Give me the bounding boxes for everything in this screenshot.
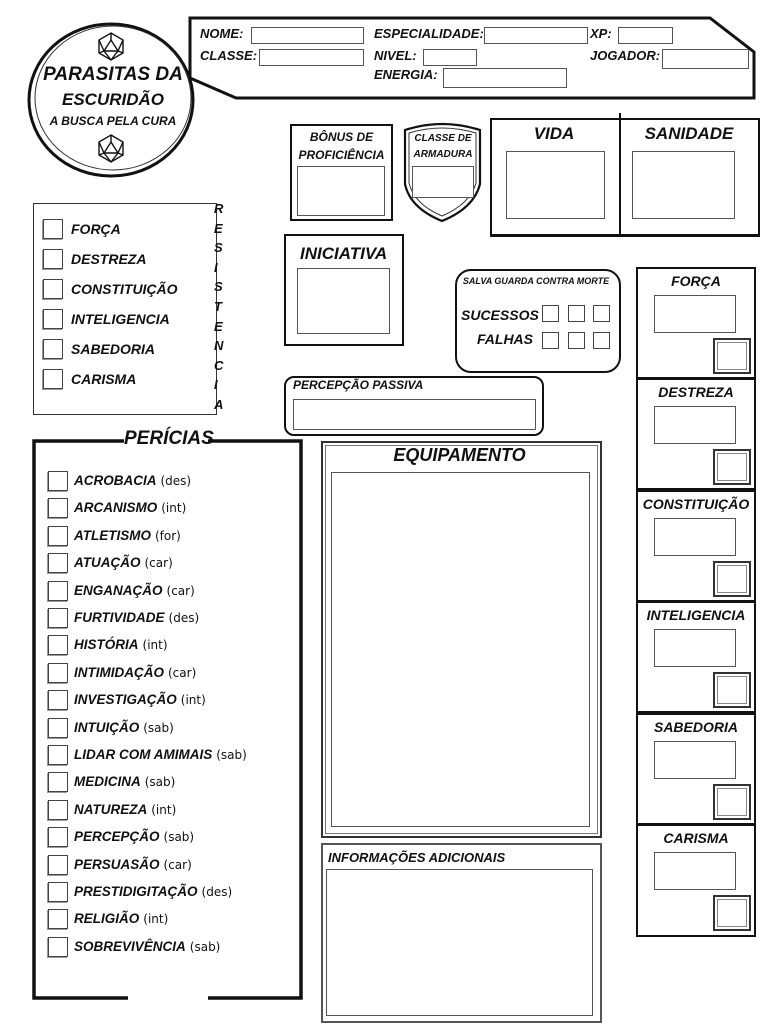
pericia-check[interactable] xyxy=(48,471,68,491)
armor-class-label-1: CLASSE DE xyxy=(414,133,472,144)
pericia-item xyxy=(74,583,195,598)
resistencia-letter: E xyxy=(214,318,223,334)
death-success-check-2[interactable] xyxy=(568,305,585,322)
death-success-check-3[interactable] xyxy=(593,305,610,322)
pericia-attribute: (for) xyxy=(155,528,181,543)
atributo-card xyxy=(636,378,756,490)
pericia-name: PERSUASÃO xyxy=(74,856,160,872)
pericia-check[interactable] xyxy=(48,937,68,957)
pericia-item xyxy=(74,857,192,872)
atributo-card xyxy=(636,267,756,379)
vida-sanidade-divider xyxy=(619,113,621,237)
nivel-field[interactable] xyxy=(423,49,477,66)
pericia-item xyxy=(74,774,175,789)
pericia-name: PRESTIDIGITAÇÃO xyxy=(74,884,198,899)
pericia-check[interactable] xyxy=(48,635,68,655)
death-saves-successes-label: SUCESSOS xyxy=(461,307,539,323)
pericia-check[interactable] xyxy=(48,827,68,847)
pericia-attribute: (des) xyxy=(168,611,200,625)
pericia-attribute: (sab) xyxy=(144,775,176,790)
proficiency-bonus-field[interactable] xyxy=(297,166,385,216)
atributo-card xyxy=(636,824,756,937)
resistencia-item-label: CARISMA xyxy=(71,371,137,387)
pericia-item xyxy=(74,500,186,515)
pericia-item xyxy=(74,911,168,926)
pericia-name: PERCEPÇÃO xyxy=(74,829,160,845)
vida-field[interactable] xyxy=(506,151,605,219)
sanidade-field[interactable] xyxy=(632,151,735,219)
pericia-name: INTUIÇÃO xyxy=(74,719,140,735)
atributo-modifier-field[interactable] xyxy=(713,449,751,485)
pericia-name: HISTÓRIA xyxy=(74,637,139,653)
resistencia-check[interactable] xyxy=(43,309,63,329)
equipamento-field[interactable] xyxy=(331,472,590,827)
atributo-card xyxy=(636,713,756,825)
pericia-attribute: (int) xyxy=(142,638,168,653)
pericia-attribute: (sab) xyxy=(143,720,174,735)
xp-label: XP: xyxy=(590,26,612,41)
pericia-item xyxy=(74,637,168,652)
iniciativa-box xyxy=(284,234,404,346)
info-adicionais-title: INFORMAÇÕES ADICIONAIS xyxy=(328,850,506,865)
pericia-check[interactable] xyxy=(48,581,68,601)
pericia-item xyxy=(74,473,191,488)
resistencia-check[interactable] xyxy=(43,339,63,359)
pericia-check[interactable] xyxy=(48,690,68,710)
pericia-item xyxy=(74,802,176,817)
atributo-label: FORÇA xyxy=(671,273,721,289)
resistencia-letter: S xyxy=(214,240,223,256)
pericia-item xyxy=(74,555,173,570)
energia-label: ENERGIA: xyxy=(374,67,438,82)
resistencia-letter: S xyxy=(214,279,223,295)
pericia-name: ATUAÇÃO xyxy=(74,555,141,571)
pericia-name: INVESTIGAÇÃO xyxy=(74,692,177,708)
pericia-check[interactable] xyxy=(48,663,68,683)
pericia-name: INTIMIDAÇÃO xyxy=(74,664,164,680)
classe-field[interactable] xyxy=(259,49,364,66)
resistencia-check[interactable] xyxy=(43,279,63,299)
pericia-name: LIDAR COM AMIMAIS xyxy=(74,747,213,762)
pericia-check[interactable] xyxy=(48,909,68,929)
proficiency-label-2: PROFICIÊNCIA xyxy=(298,148,385,162)
resistencia-item-label: CONSTITUIÇÃO xyxy=(71,281,178,297)
info-adicionais-field[interactable] xyxy=(326,869,593,1016)
pericia-check[interactable] xyxy=(48,498,68,518)
pericia-check[interactable] xyxy=(48,608,68,628)
resistencia-check[interactable] xyxy=(43,219,63,239)
pericia-check[interactable] xyxy=(48,800,68,820)
pericia-check[interactable] xyxy=(48,745,68,765)
atributo-modifier-field[interactable] xyxy=(713,672,751,708)
pericia-name: NATUREZA xyxy=(74,801,148,817)
pericia-attribute: (sab) xyxy=(163,830,195,845)
resistencia-letter: C xyxy=(214,357,224,373)
equipamento-title: EQUIPAMENTO xyxy=(393,445,526,465)
pericia-attribute: (int) xyxy=(180,693,206,708)
jogador-label: JOGADOR: xyxy=(590,48,661,63)
iniciativa-label: INICIATIVA xyxy=(300,244,388,263)
nome-label: NOME: xyxy=(200,26,244,41)
resistencia-letter: N xyxy=(214,338,224,354)
death-saves-title: SALVA GUARDA CONTRA MORTE xyxy=(462,276,610,286)
atributo-modifier-field[interactable] xyxy=(713,895,751,931)
pericia-attribute: (sab) xyxy=(216,748,247,762)
pericia-item xyxy=(74,829,194,844)
pericia-name: ATLETISMO xyxy=(74,527,151,543)
sanidade-label: SANIDADE xyxy=(644,124,734,143)
pericia-name: ACROBACIA xyxy=(74,473,157,488)
classe-label: CLASSE: xyxy=(200,48,258,63)
atributo-value-field[interactable] xyxy=(654,629,736,667)
pericia-name: SOBREVIVÊNCIA xyxy=(74,938,186,954)
atributo-value-field[interactable] xyxy=(654,852,736,890)
pericia-attribute: (des) xyxy=(201,885,233,899)
pericia-item xyxy=(74,692,206,707)
pericia-check[interactable] xyxy=(48,772,68,792)
pericia-attribute: (sab) xyxy=(189,939,221,954)
resistencia-item-label: FORÇA xyxy=(71,221,121,237)
atributo-value-field[interactable] xyxy=(654,295,736,333)
resistencia-letter: T xyxy=(214,299,222,314)
resistencia-letter: R xyxy=(214,201,224,216)
resistencia-item-label: INTELIGENCIA xyxy=(71,311,170,327)
pericia-name: ENGANAÇÃO xyxy=(74,582,163,598)
proficiency-bonus-box xyxy=(290,124,393,221)
logo-line2: ESCURIDÃO xyxy=(61,90,164,109)
pericia-check[interactable] xyxy=(48,526,68,546)
death-success-check-1[interactable] xyxy=(542,305,559,322)
atributo-modifier-field[interactable] xyxy=(713,338,751,374)
pericia-attribute: (car) xyxy=(166,583,195,598)
iniciativa-field[interactable] xyxy=(297,268,390,334)
pericia-check[interactable] xyxy=(48,855,68,875)
resistencia-letter: E xyxy=(214,220,223,236)
pericia-attribute: (car) xyxy=(168,665,197,680)
pericia-attribute: (car) xyxy=(163,857,192,872)
energia-field[interactable] xyxy=(443,68,567,88)
pericia-attribute: (int) xyxy=(161,501,187,516)
resistencia-check[interactable] xyxy=(43,249,63,269)
atributo-label: DESTREZA xyxy=(658,384,734,401)
pericia-attribute: (int) xyxy=(143,912,169,927)
atributo-label: CARISMA xyxy=(663,830,729,846)
pericia-check[interactable] xyxy=(48,553,68,573)
death-failure-check-3[interactable] xyxy=(593,332,610,349)
jogador-field[interactable] xyxy=(662,49,749,69)
resistencia-letter: I xyxy=(214,259,218,275)
pericia-item xyxy=(74,939,220,954)
xp-field[interactable] xyxy=(618,27,673,44)
death-saves-failures-label: FALHAS xyxy=(477,331,533,347)
pericia-item xyxy=(74,665,196,680)
logo-line1: PARASITAS DA xyxy=(43,64,183,85)
pericia-name: MEDICINA xyxy=(74,774,141,790)
logo xyxy=(24,18,202,178)
atributo-value-field[interactable] xyxy=(654,518,736,556)
atributo-value-field[interactable] xyxy=(654,406,736,444)
pericia-name: ARCANISMO xyxy=(74,500,158,516)
atributo-card xyxy=(636,601,756,713)
pericia-item xyxy=(74,720,174,735)
passive-perception-field[interactable] xyxy=(293,399,536,430)
death-failure-check-2[interactable] xyxy=(568,332,585,349)
resistencia-check[interactable] xyxy=(43,369,63,389)
atributo-value-field[interactable] xyxy=(654,741,736,779)
death-failure-check-1[interactable] xyxy=(542,332,559,349)
pericia-item xyxy=(74,610,199,625)
armor-class-label-2: ARMADURA xyxy=(413,149,473,160)
resistencia-item-label: SABEDORIA xyxy=(71,341,156,357)
pericia-item xyxy=(74,528,181,543)
proficiency-label-1: BÔNUS DE xyxy=(309,130,374,144)
atributo-card xyxy=(636,490,756,602)
atributo-label: INTELIGENCIA xyxy=(646,607,746,624)
resistencia-letter: I xyxy=(214,377,218,393)
pericia-name: FURTIVIDADE xyxy=(74,610,165,625)
nome-field[interactable] xyxy=(251,27,364,44)
pericia-check[interactable] xyxy=(48,882,68,902)
pericia-attribute: (car) xyxy=(144,556,173,571)
resistencia-item-label: DESTREZA xyxy=(71,251,147,267)
atributo-label: CONSTITUIÇÃO xyxy=(642,495,750,512)
nivel-label: NIVEL: xyxy=(374,48,417,63)
pericias-title: PERÍCIAS xyxy=(124,428,214,449)
atributo-modifier-field[interactable] xyxy=(713,784,751,820)
especialidade-label: ESPECIALIDADE: xyxy=(374,26,484,41)
vida-label: VIDA xyxy=(533,124,575,143)
logo-line3: A BUSCA PELA CURA xyxy=(49,114,177,128)
passive-perception-label: PERCEPÇÃO PASSIVA xyxy=(293,378,424,392)
especialidade-field[interactable] xyxy=(484,27,588,44)
pericia-check[interactable] xyxy=(48,718,68,738)
resistencia-letter: A xyxy=(214,397,224,412)
atributo-modifier-field[interactable] xyxy=(713,561,751,597)
pericia-item xyxy=(74,884,232,899)
pericia-item xyxy=(74,747,247,762)
pericia-attribute: (int) xyxy=(151,802,177,817)
pericia-name: RELIGIÃO xyxy=(74,911,140,927)
atributo-label: SABEDORIA xyxy=(653,718,738,735)
armor-class-field[interactable] xyxy=(412,166,474,198)
pericia-attribute: (des) xyxy=(160,474,192,488)
